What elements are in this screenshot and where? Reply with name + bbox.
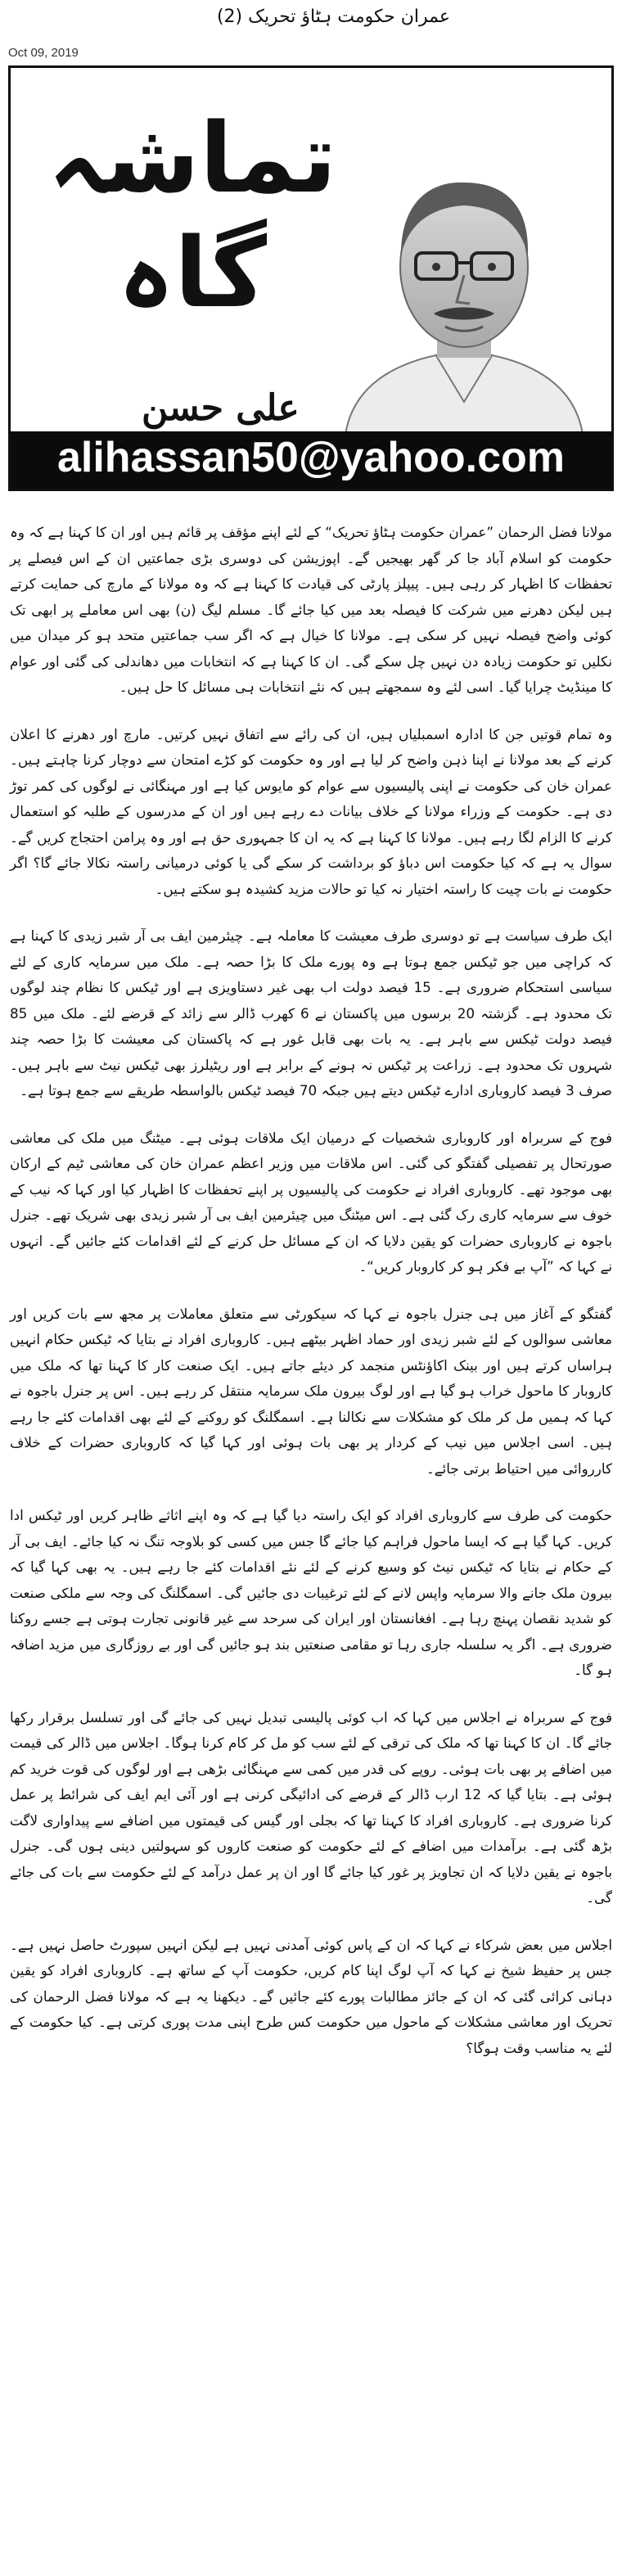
publish-date: Oct 09, 2019 — [8, 46, 79, 60]
article-paragraph: فوج کے سربراہ نے اجلاس میں کہا کہ اب کوئی پالیسی تبدیل نہیں کی جائے گی اور تسلسل برقرار رکھا جائے گا۔ ان کا کہنا تھا کہ ملک کی ترقی کے لئے سب کو مل کر کام کرنا ہوگا۔ اجلاس میں ڈالر کی قیمت میں اضافے پر بھی بات ہوئی۔ روپے کی قدر میں کمی سے مہنگائی بڑھی ہے اور لوگوں کی قوت خرید کم ہوئی ہے۔ بتایا گیا کہ 12 ارب ڈالر کے قرضے کی ادائیگی کرنی ہے اور آئی ایم ایف کی شرائط پر عمل کرنا ضروری ہے۔ کاروباری افراد کا کہنا تھا کہ بجلی اور گیس کی قیمتوں میں اضافے سے پیداواری لاگت بڑھ گئی ہے۔ برآمدات میں اضافے کے لئے حکومت کو صنعت کاروں کو سہولتیں دینی ہوں گی۔ جنرل باجوہ نے یقین دلایا کہ ان تجاویز پر غور کیا جائے گا اور ان پر عمل درآمد کے لئے حکومت سے بات کی جائے گی۔ — [10, 1708, 613, 1906]
column-title: عمران حکومت ہٹاؤ تحریک (2) — [216, 7, 450, 27]
article-paragraph: مولانا فضل الرحمان ”عمران حکومت ہٹاؤ تحریک“ کے لئے اپنے مؤقف پر قائم ہیں اور ان کا کہنا ہے کہ وہ حکومت کو اسلام آباد جا کر گھر بھیجیں گے۔ اپوزیشن کی دوسری بڑی جماعتیں ان کے اس فیصلے پر تحفظات کا اظہار کر رہی ہیں۔ پیپلز پارٹی کی قیادت کا کہنا ہے کہ وہ مولانا کے مارچ کی حمایت کرتے ہیں لیکن دھرنے میں شرکت کا فیصلہ بعد میں کیا جائے گا۔ مسلم لیگ (ن) بھی اس معاملے پر ابھی تک کوئی واضح فیصلہ نہیں کر سکی ہے۔ مولانا کا خیال ہے کہ اگر سب جماعتیں متحد ہو کر میدان میں نکلیں تو حکومت زیادہ دن نہیں چل سکے گی۔ ان کا کہنا ہے کہ انتخابات میں دھاندلی کی گئی اور عوام کا مینڈیٹ چرایا گیا۔ اسی لئے وہ سمجھتے ہیں کہ نئے انتخابات ہی مسائل کا حل ہیں۔ — [10, 524, 612, 695]
article-paragraph: ایک طرف سیاست ہے تو دوسری طرف معیشت کا معاملہ ہے۔ چیئرمین ایف بی آر شبر زیدی کا کہنا ہے کہ کراچی میں جو ٹیکس جمع ہوتا ہے وہ پورے ملک کا بڑا حصہ ہے۔ ملک میں سرمایہ کاری کے لئے سیاسی استحکام ضروری ہے۔ 15 فیصد دولت اب بھی غیر دستاویزی ہے اور ٹیکس کا نظام چند لوگوں تک محدود ہے۔ گزشتہ 20 برسوں میں پاکستان نے 6 کھرب ڈالر سے زائد کے قرضے لئے۔ ملک میں 85 فیصد دولت ٹیکس سے باہر ہے۔ یہ بات بھی قابل غور ہے کہ پاکستان کی معیشت کا بڑا حصہ چند شہروں تک محدود ہے۔ زراعت پر ٹیکس نہ ہونے کے برابر ہے اور ریٹیلرز بھی ٹیکس نیٹ سے باہر ہیں۔ صرف 3 فیصد کاروباری ادارے ٹیکس دیتے ہیں جبکہ 70 فیصد ٹیکس بالواسطہ طریقے سے جمع ہوتا ہے۔ — [10, 927, 612, 1099]
article-paragraph: اجلاس میں بعض شرکاء نے کہا کہ ان کے پاس کوئی آمدنی نہیں ہے لیکن انہیں سپورٹ حاصل نہیں ہے۔ جس پر حفیظ شیخ نے کہا کہ آپ لوگ اپنا کام کریں، حکومت آپ کے ساتھ ہے۔ کاروباری افراد کو یقین دہانی کرائی گئی کہ ان کے جائز مطالبات پورے کئے جائیں گے۔ دیکھنا یہ ہے کہ مولانا فضل الرحمان کی تحریک اور معاشی مشکلات کے ماحول میں حکومت کس طرح اپنی مدت پوری کرتی ہے۔ کیا حکومت کے لئے یہ مناسب وقت ہوگا؟ — [10, 1936, 612, 2056]
article-body — [10, 520, 612, 2082]
article-paragraph: وہ تمام قوتیں جن کا ادارہ اسمبلیاں ہیں، ان کی رائے سے اتفاق نہیں کرتیں۔ مارچ اور دھرنے کا اعلان کرنے کے بعد مولانا نے اپنا ذہن واضح کر لیا ہے اور وہ حکومت کو کڑے امتحان سے دوچار کرنا چاہتے ہیں۔ عمران خان کی حکومت نے اپنی پالیسیوں سے عوام کو مایوس کیا ہے اور مہنگائی نے لوگوں کی کمر توڑ دی ہے۔ حکومت کے وزراء مولانا کے خلاف بیانات دے رہے ہیں اور ان کے مدرسوں کے طلبہ کو استعمال کرنے کا الزام لگا رہے ہیں۔ مولانا کا کہنا ہے کہ یہ ان کا جمہوری حق ہے اور وہ پرامن احتجاج کریں گے۔ سوال یہ ہے کہ کیا حکومت اس دباؤ کو برداشت کر سکے گی یا کوئی درمیانی راستہ نکالا جائے گا؟ اگر حکومت نے بات چیت کا راستہ اختیار نہ کیا تو حالات مزید کشیدہ ہو سکتے ہیں۔ — [10, 725, 612, 897]
column-name-heading: تماشہ گاہ — [47, 102, 337, 329]
author-byline: علی حسن — [142, 387, 300, 429]
column-banner — [8, 65, 614, 491]
author-portrait-icon — [329, 165, 599, 435]
author-email: alihassan50@yahoo.com — [56, 434, 566, 481]
article-paragraph: حکومت کی طرف سے کاروباری افراد کو ایک راستہ دیا گیا ہے کہ وہ اپنے اثاثے ظاہر کریں اور ٹیکس ادا کریں۔ کہا گیا ہے کہ ایسا ماحول فراہم کیا جائے گا جس میں کسی کو بلاوجہ تنگ نہ کیا جائے۔ ایف بی آر کے حکام نے بتایا کہ ٹیکس نیٹ کو وسیع کرنے کے لئے نئے اقدامات کئے جا رہے ہیں۔ یہ بھی کہا گیا کہ بیرون ملک جانے والا سرمایہ واپس لانے کے لئے ترغیبات دی جائیں گی۔ اسمگلنگ کی وجہ سے ملکی صنعت کو شدید نقصان پہنچ رہا ہے۔ افغانستان اور ایران کی سرحد سے غیر قانونی تجارت ہوتی ہے جسے روکنا ضروری ہے۔ اگر یہ سلسلہ جاری رہا تو مقامی صنعتیں بند ہو جائیں گی اور بے روزگاری میں مزید اضافہ ہو گا۔ — [10, 1507, 612, 1678]
article-paragraph: فوج کے سربراہ اور کاروباری شخصیات کے درمیان ایک ملاقات ہوئی ہے۔ میٹنگ میں ملک کی معاشی صورتحال پر تفصیلی گفتگو کی گئی۔ اس ملاقات میں وزیر اعظم عمران خان کی معاشی ٹیم کے ارکان بھی موجود تھے۔ کاروباری افراد نے حکومت کی پالیسیوں پر اپنے تحفظات کا اظہار کیا اور کہا کہ نیب کے خوف سے سرمایہ کاری رک گئی ہے۔ اس میٹنگ میں چیئرمین ایف بی آر شبر زیدی بھی شریک تھے۔ جنرل باجوہ نے کاروباری حضرات کو یقین دلایا کہ ان کے مسائل حل کرنے کے لئے اقدامات کئے جائیں گے۔ انہوں نے کہا کہ ”آپ بے فکر ہو کر کاروبار کریں“۔ — [10, 1129, 612, 1274]
article-paragraph: گفتگو کے آغاز میں ہی جنرل باجوہ نے کہا کہ سیکورٹی سے متعلق معاملات پر مجھ سے بات کریں اور معاشی سوالوں کے لئے شبر زیدی اور حماد اظہر بیٹھے ہیں۔ کاروباری افراد نے بتایا کہ ٹیکس حکام انہیں ہراساں کرتے ہیں اور بینک اکاؤنٹس منجمد کر دیئے جاتے ہیں۔ ایک صنعت کار کا کہنا تھا کہ ملک میں کاروبار کا ماحول خراب ہو گیا ہے اور لوگ بیرون ملک سرمایہ منتقل کر رہے ہیں۔ اس پر جنرل باجوہ نے کہا کہ ہمیں مل کر ملک کو مشکلات سے نکالنا ہے۔ اسمگلنگ کو روکنے کے لئے بھی اقدامات کئے جا رہے ہیں۔ اسی اجلاس میں نیب کے کردار پر بھی بات ہوئی اور کہا گیا کہ کاروباری حضرات کے خلاف کارروائی میں احتیاط برتی جائے۔ — [10, 1305, 612, 1477]
